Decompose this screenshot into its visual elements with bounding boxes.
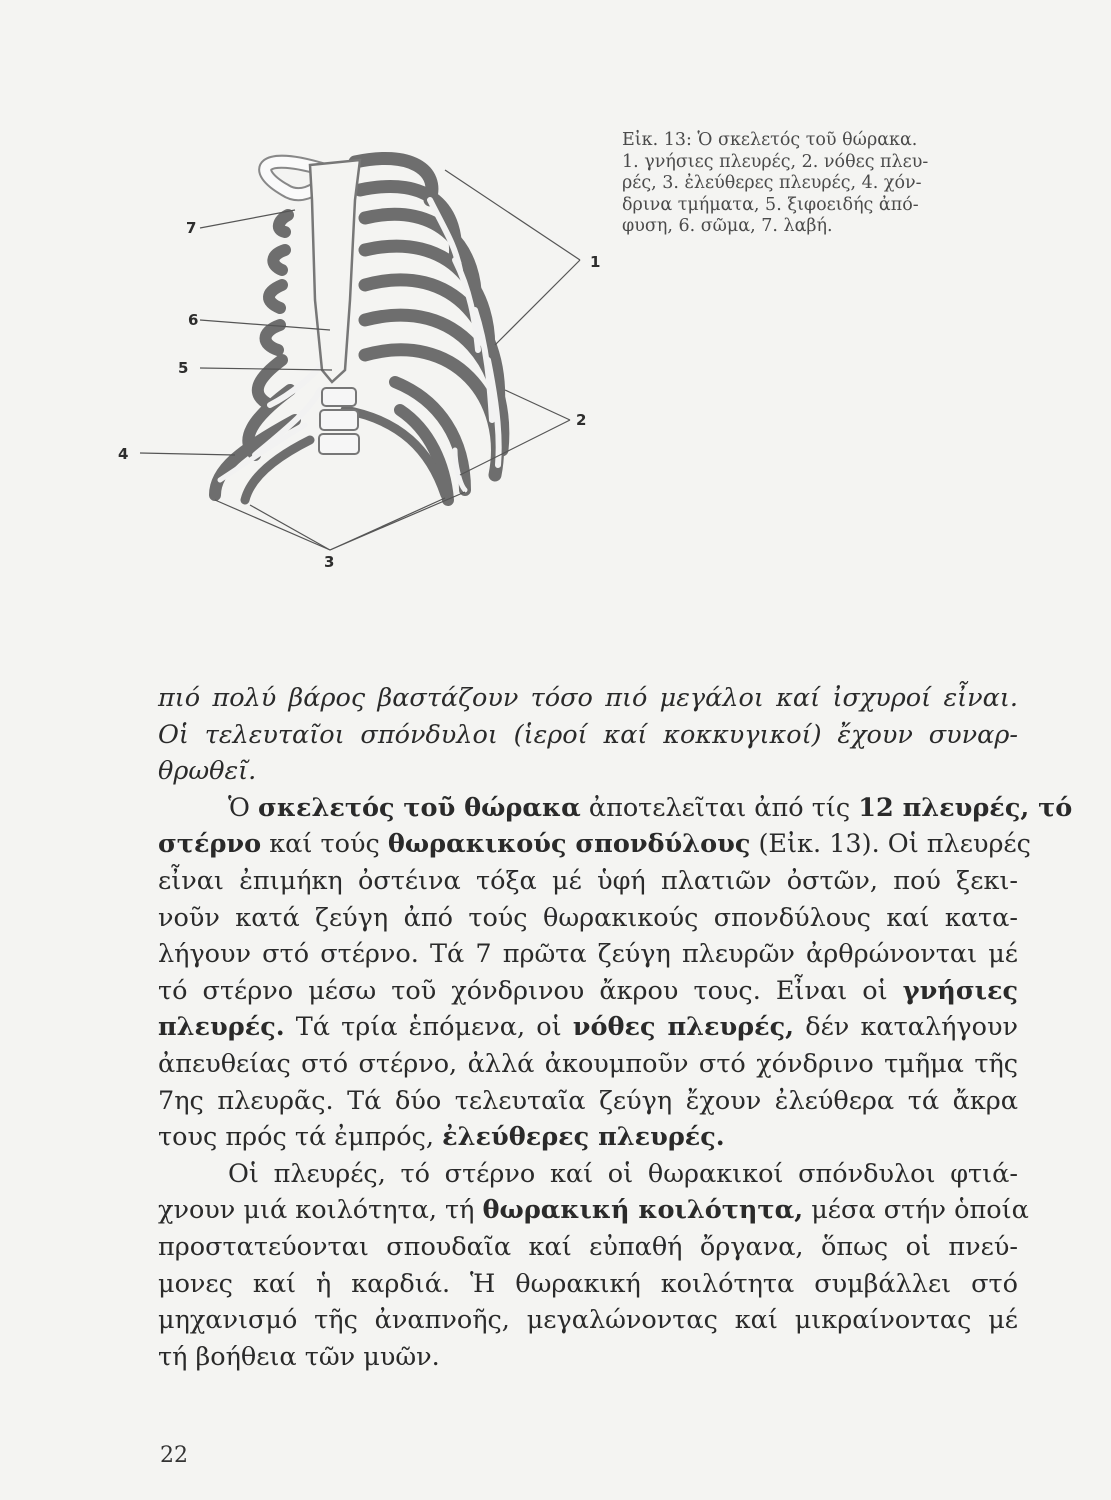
label-7: 7 xyxy=(186,219,197,237)
paragraph-line: μηχανισμό τῆς ἀναπνοῆς, μεγαλώνοντας καί μικραίνοντας μέ xyxy=(158,1305,1018,1336)
caption-line: 1. γνήσιες πλευρές, 2. νόθες πλευ- xyxy=(622,151,929,172)
paragraph-line: τή βοήθεια τῶν μυῶν. xyxy=(158,1341,440,1372)
label-3: 3 xyxy=(324,553,335,571)
leader-4 xyxy=(140,453,235,455)
label-2: 2 xyxy=(576,411,587,429)
paragraph-line: στέρνο καί τούς θωρακικούς σπονδύλους (Εἰκ. 13). Οἱ πλευρές xyxy=(158,829,1031,860)
rib-cage-illustration xyxy=(110,120,610,580)
rib-left-1 xyxy=(279,215,288,232)
paragraph-line: τους πρός τά ἐμπρός, ἐλεύθερες πλευρές. xyxy=(158,1122,725,1153)
label-6: 6 xyxy=(188,311,199,329)
figure-caption xyxy=(622,130,1017,238)
paragraph-line: λήγουν στό στέρνο. Τά 7 πρῶτα ζεύγη πλευρῶν ἀρθρώνονται μέ xyxy=(158,939,1018,970)
body-text xyxy=(158,680,1073,1375)
paragraph-line: χνουν μιά κοιλότητα, τή θωρακική κοιλότητα, μέσα στήν ὁποία xyxy=(158,1195,1029,1226)
paragraph-line: τό στέρνο μέσω τοῦ χόνδρινου ἄκρου τους. Εἶναι οἱ γνήσιες xyxy=(158,975,1018,1006)
rib-cage-drawing xyxy=(110,120,610,580)
rib-left-2 xyxy=(273,250,285,270)
label-5: 5 xyxy=(178,359,189,377)
leader-3b xyxy=(250,505,330,550)
label-4: 4 xyxy=(118,445,129,463)
vertebra-2 xyxy=(320,410,358,430)
label-1: 1 xyxy=(590,253,601,271)
vertebra-3 xyxy=(319,434,359,454)
rib-left-3 xyxy=(269,285,282,308)
paragraph-line: προστατεύονται σπουδαῖα καί εὐπαθή ὄργανα, ὅπως οἱ πνεύ- xyxy=(158,1231,1018,1262)
leader-2a xyxy=(505,390,570,420)
leader-3a xyxy=(215,500,330,550)
paragraph-line: εἶναι ἐπιμήκη ὀστέινα τόξα μέ ὑφή πλατιῶν ὀστῶν, πού ξεκι- xyxy=(158,865,1018,896)
leader-1b xyxy=(495,260,580,345)
italic-line: θρωθεῖ. xyxy=(158,756,257,787)
paragraph-line: Ὁ σκελετός τοῦ θώρακα ἀποτελεῖται ἀπό τίς 12 πλευρές, τό xyxy=(228,792,1073,823)
italic-line: Οἱ τελευταῖοι σπόνδυλοι (ἱεροί καί κοκκυγικοί) ἔχουν συναρ- xyxy=(158,719,1018,750)
leader-3d xyxy=(330,492,465,550)
paragraph-line: ἀπευθείας στό στέρνο, ἀλλά ἀκουμποῦν στό χόνδρινο τμῆμα τῆς xyxy=(158,1048,1018,1079)
rib-left-4 xyxy=(266,325,281,350)
caption-line: φυση, 6. σῶμα, 7. λαβή. xyxy=(622,216,833,236)
paragraph-line: Οἱ πλευρές, τό στέρνο καί οἱ θωρακικοί σπόνδυλοι φτιά- xyxy=(228,1158,1018,1189)
caption-line: δρινα τμήματα, 5. ξιφοειδής ἀπό- xyxy=(622,194,919,215)
paragraph-line: νοῦν κατά ζεύγη ἀπό τούς θωρακικούς σπονδύλους καί κατα- xyxy=(158,902,1018,933)
italic-line: πιό πολύ βάρος βαστάζουν τόσο πιό μεγάλοι καί ἰσχυροί εἶναι. xyxy=(158,683,1018,713)
page-number: 22 xyxy=(160,1443,188,1468)
caption-line: ρές, 3. ἐλεύθερες πλευρές, 4. χόν- xyxy=(622,173,922,193)
sternum xyxy=(310,160,360,382)
vertebra-1 xyxy=(322,388,356,406)
paragraph-line: μονες καί ἡ καρδιά. Ἡ θωρακική κοιλότητα συμβάλλει στό xyxy=(158,1268,1018,1299)
paragraph-line: πλευρές. Τά τρία ἑπόμενα, οἱ νόθες πλευρές, δέν καταλήγουν xyxy=(158,1012,1018,1043)
paragraph-line: 7ης πλευρᾶς. Τά δύο τελευταῖα ζεύγη ἔχουν ἐλεύθερα τά ἄκρα xyxy=(158,1085,1018,1116)
leader-2b xyxy=(460,420,570,475)
caption-line: Εἰκ. 13: Ὁ σκελετός τοῦ θώρακα. xyxy=(622,130,918,150)
